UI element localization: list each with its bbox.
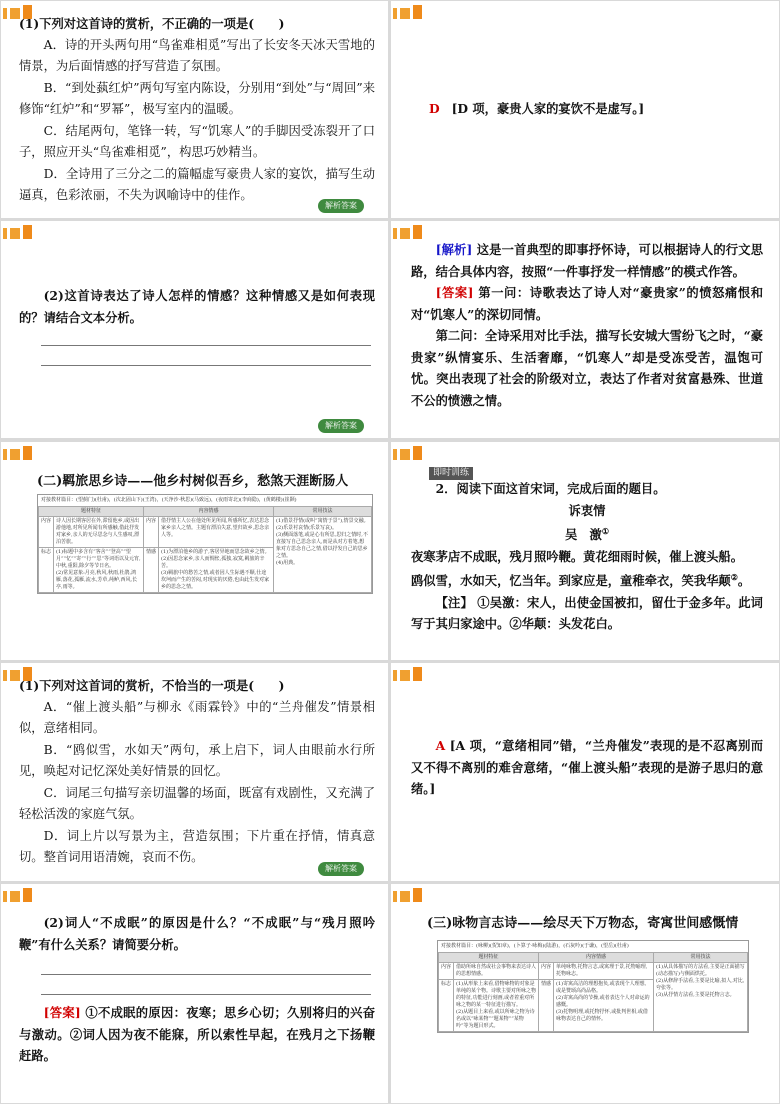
footnote-mark: ② <box>730 572 738 583</box>
training-tag: 即时训练 <box>429 467 473 480</box>
question-block <box>19 675 375 869</box>
option-c: C．结尾两句，笔锋一转，写“饥寒人”的手脚因受冻裂开了口子，照应开头“鸟雀难相觅”，构思巧妙精当。 <box>19 123 375 159</box>
logo-icon <box>393 5 423 19</box>
poem-line-2: 鸥似雪，水如天，忆当年。到家应是，童稚牵衣，笑我华颠 <box>411 573 731 589</box>
question-block <box>19 13 375 207</box>
row-label: 内容 <box>439 963 454 980</box>
slide-analysis-2 <box>391 221 779 438</box>
logo-icon <box>3 225 33 239</box>
row-label: 情感 <box>144 548 159 593</box>
option-d: D．全诗用了三分之二的篇幅虚写豪贵人家的宴饮，描写生动逼真，色彩浓丽，不失为讽喻诗中的佳作。 <box>19 166 375 202</box>
option-d: D．词上片以写景为主，营造氛围；下片重在抒情，情真意切。整首词用语清婉，哀而不伤。 <box>19 828 375 864</box>
answer-label: [答案] <box>43 1005 81 1020</box>
table-cell: (1)从具体描写的方法看,主要是正面描写(动态描写)与侧面烘托。 (2)从修辞手法看,主要是比喻,拟人,对比,夸张等。 (3)从抒情方法看,主要是托物言志。 <box>654 963 748 1032</box>
question-4-text: (2)词人“不成眠”的原因是什么？“不成眠”与“残月照吟鞭”有什么关系？请简要分析。 <box>19 915 375 952</box>
row-label: 标志 <box>439 980 454 1032</box>
table-cell: (1)借景抒情(或叫“寓情于景”),情景交融。 (2)乐景衬哀情(乐景写哀)。 (3)侧面落笔,或是心有所思,思归之情时,不直接写自己思念亲人,而是从对方着笔,想象对方思念自己之情,借以抒发自己的思乡之情。 (4)用典。 <box>274 517 372 593</box>
analysis-label: [解析] <box>435 242 473 257</box>
row-label: 标志 <box>39 548 54 593</box>
technique-table <box>437 940 749 1033</box>
logo-icon <box>393 225 423 239</box>
question-stem: (1)下列对这首诗的赏析，不正确的一项是( ) <box>19 16 285 31</box>
table-cell: (1)从形象上来看,借物咏物的对象是单纯的某个物。诗歌主要对所咏之物的特征,功能进行刻画,或者着重对所咏之物的某一特征进行描写。 (2)从题目上来看,或以所咏之物为诗名或以“咏某物”“题某物”“某物吟”等为题目形式。 <box>454 980 539 1032</box>
answer-line <box>41 365 371 366</box>
analysis-block <box>411 239 763 411</box>
table-cell: (1)寄寓高洁的理想抱负,或表现个人理想,或是赞颂高尚品格。 (2)寄寓高尚的节操,或者表达个人对命运的感慨。 (3)托物明理,或托物抒怀,或批判世相,或借咏物表达自己的情怀。 <box>554 980 654 1032</box>
answer-part-1: 第一问：诗歌表达了诗人对“豪贵家”的愤怒痛恨和对“饥寒人”的深切同情。 <box>411 285 763 322</box>
answer-text: [D 项，豪贵人家的宴饮不是虚写。] <box>451 101 645 116</box>
table-cell: 单纯咏物,托物言志,或寓理于景,托物喻理,托物咏志。 <box>554 963 654 980</box>
question-text <box>19 912 375 955</box>
option-a: A．诗的开头两句用“鸟雀难相觅”写出了长安冬天冰天雪地的情景，为后面情感的抒写营造了氛围。 <box>19 37 375 73</box>
answer-block <box>411 735 763 800</box>
answer-letter: D <box>429 101 440 116</box>
table-header: 常用技法 <box>274 507 372 517</box>
poem-title: 诉衷情 <box>568 502 606 518</box>
question-stem: (1)下列对这首词的赏析，不恰当的一项是( ) <box>19 678 285 693</box>
answer-text: [A 项，“意绪相同”错，“兰舟催发”表现的是不忍离别而又不得不离别的难舍意绪，“催上渡头船”表现的是游子思归的意绪。] <box>411 738 764 796</box>
answer-line <box>41 994 371 995</box>
task-text: 2．阅读下面这首宋词，完成后面的题目。 <box>435 481 666 496</box>
row-label: 情感 <box>539 980 554 1032</box>
punctuation: 。 <box>737 573 751 589</box>
slide-question-1 <box>1 1 388 218</box>
table-header: 题材特征 <box>39 507 144 517</box>
logo-icon <box>3 888 33 902</box>
table-cell: (1)为漂泊他乡的游子,客居异地而思念故乡之情。 (2)因思念家乡,亲人而惆怅,孤独,寂寞,羁旅的辛苦。 (3)羁旅中的愁苦之情,或者因人生际遇不顺,仕途坎坷而产生的苦闷,对现实的厌倦,也由此生发对家乡的思念之情。 <box>159 548 274 593</box>
table-header: 内容情感 <box>144 507 274 517</box>
logo-icon <box>3 446 33 460</box>
analysis-text: 这是一首典型的即事抒怀诗，可以根据诗人的行文思路，结合具体内容，按照“一件事抒发一样情感”的模式作答。 <box>411 242 763 279</box>
row-label: 内容 <box>539 963 554 980</box>
analysis-answer-button[interactable]: 解析答案 <box>318 862 364 876</box>
slide-question-4 <box>1 884 388 1103</box>
poem-block <box>411 478 763 635</box>
option-a: A．“催上渡头船”与柳永《雨霖铃》中的“兰舟催发”情景相似，意绪相同。 <box>19 699 375 735</box>
note-text: ①吴激：宋人，出使金国被扣，留仕于金多年。此词写于其归家途中。②华颠：头发花白。 <box>411 594 763 632</box>
row-label: 内容 <box>39 517 54 548</box>
option-b: B．“鸥似雪，水如天”两句，承上启下，词人由眼前水行所见，唤起对记忆深处美好情景的回忆。 <box>19 742 375 778</box>
table-header: 常用技法 <box>654 953 748 963</box>
technique-table <box>37 494 373 594</box>
slide-question-3 <box>1 663 388 881</box>
option-c: C．词尾三句描写亲切温馨的场面，既富有戏剧性，又充满了轻松活泼的家庭气氛。 <box>19 785 375 821</box>
answer-line <box>41 345 371 346</box>
option-b: B．“到处蓺红炉”两句写室内陈设，分别用“到处”与“周回”来修饰“红炉”和“罗幂”，极写室内的温暖。 <box>19 80 375 116</box>
analysis-answer-button[interactable]: 解析答案 <box>318 419 364 433</box>
slide-object-poems <box>391 884 779 1103</box>
note-label: 【注】 <box>435 594 473 610</box>
row-label: 内容 <box>144 517 159 548</box>
answer-label: [答案] <box>435 285 474 300</box>
answer-letter: A <box>435 738 446 753</box>
logo-icon <box>393 446 423 460</box>
question-text <box>19 285 375 328</box>
slide-homesick-poems <box>1 442 388 660</box>
poem-author: 吴 激 <box>564 527 602 543</box>
slide-question-2 <box>1 221 388 438</box>
footnote-mark: ① <box>601 526 610 536</box>
answer-block <box>429 98 759 121</box>
logo-icon <box>393 667 423 681</box>
answer-line <box>41 974 371 975</box>
poem-line-1: 夜寒茅店不成眠，残月照吟鞭。黄花细雨时候，催上渡头船。 <box>411 548 744 564</box>
analysis-answer-button[interactable]: 解析答案 <box>318 199 364 213</box>
table-cell: 借抒情主人公在他处所见所闻,所感所忆,表达思念家乡亲人之情。主题有漂泊失意,望归故乡,思念亲人等。 <box>159 517 274 548</box>
slide-answer-3 <box>391 663 779 881</box>
table-cell: 借助所咏自然或社会事物来表达诗人的思想情感。 <box>454 963 539 980</box>
section-title: (三)咏物言志诗——绘尽天下万物态，寄寓世间感慨情 <box>427 916 739 931</box>
table-header: 题材特征 <box>439 953 539 963</box>
table-cell: (1)标题中多含有“客舍”“登高”“望月”“忆”“寄”“行”“思”等词语以及元宵,中秋,重阳,除夕等节日名。 (2)常见意象:月亮,秋风,秋雨,杜鹃,鸿雁,落花,孤雁,流水,芳草,莼鲈,西风,长亭,雨等。 <box>54 548 144 593</box>
section-title: (二)羁旅思乡诗——他乡村树似吾乡，愁煞天涯断肠人 <box>37 474 349 489</box>
table-header: 内容情感 <box>539 953 654 963</box>
question-2-text: (2)这首诗表达了诗人怎样的情感？这种情感又是如何表现的？请结合文本分析。 <box>19 288 375 325</box>
answer-block <box>19 1002 375 1067</box>
slide-poem <box>391 442 779 660</box>
answer-part-2: 第二问：全诗采用对比手法，描写长安城大雪纷飞之时，“豪贵家”纵情宴乐、生活奢靡，“饥寒人”却是受冻受苦，温饱可忧。突出表现了社会的阶级对立，表达了作者对贫富悬殊、世道不公的愤懑之情。 <box>411 328 763 408</box>
table-caption: 对接教材篇目：(咏柳)(贺知章)，(卜算子·咏梅)(陆游)，(石灰吟)(于谦)，(望岳)(杜甫) <box>441 943 629 949</box>
logo-icon <box>393 888 423 902</box>
slide-answer-1 <box>391 1 779 218</box>
answer-text: ①不成眠的原因：夜寒；思乡心切；久别将归的兴奋与激动。②词人因为夜不能寐，所以索性早起，在残月之下扬鞭赶路。 <box>19 1005 375 1063</box>
table-caption: 对接教材篇目：(望蓟门)(杜甫)，(次北固山下)(王湾)，(天净沙·秋思)(马致远)，(夜雨寄北)(李商隐)，(黄鹤楼)(崔颢) <box>41 497 297 503</box>
table-cell: 诗人因长期客居在外,滞留他乡,或因出游他地,对所见所闻有所感触,借此抒发对家乡,亲人的无尽思念与人生感叹,漂泊苦旅。 <box>54 517 144 548</box>
